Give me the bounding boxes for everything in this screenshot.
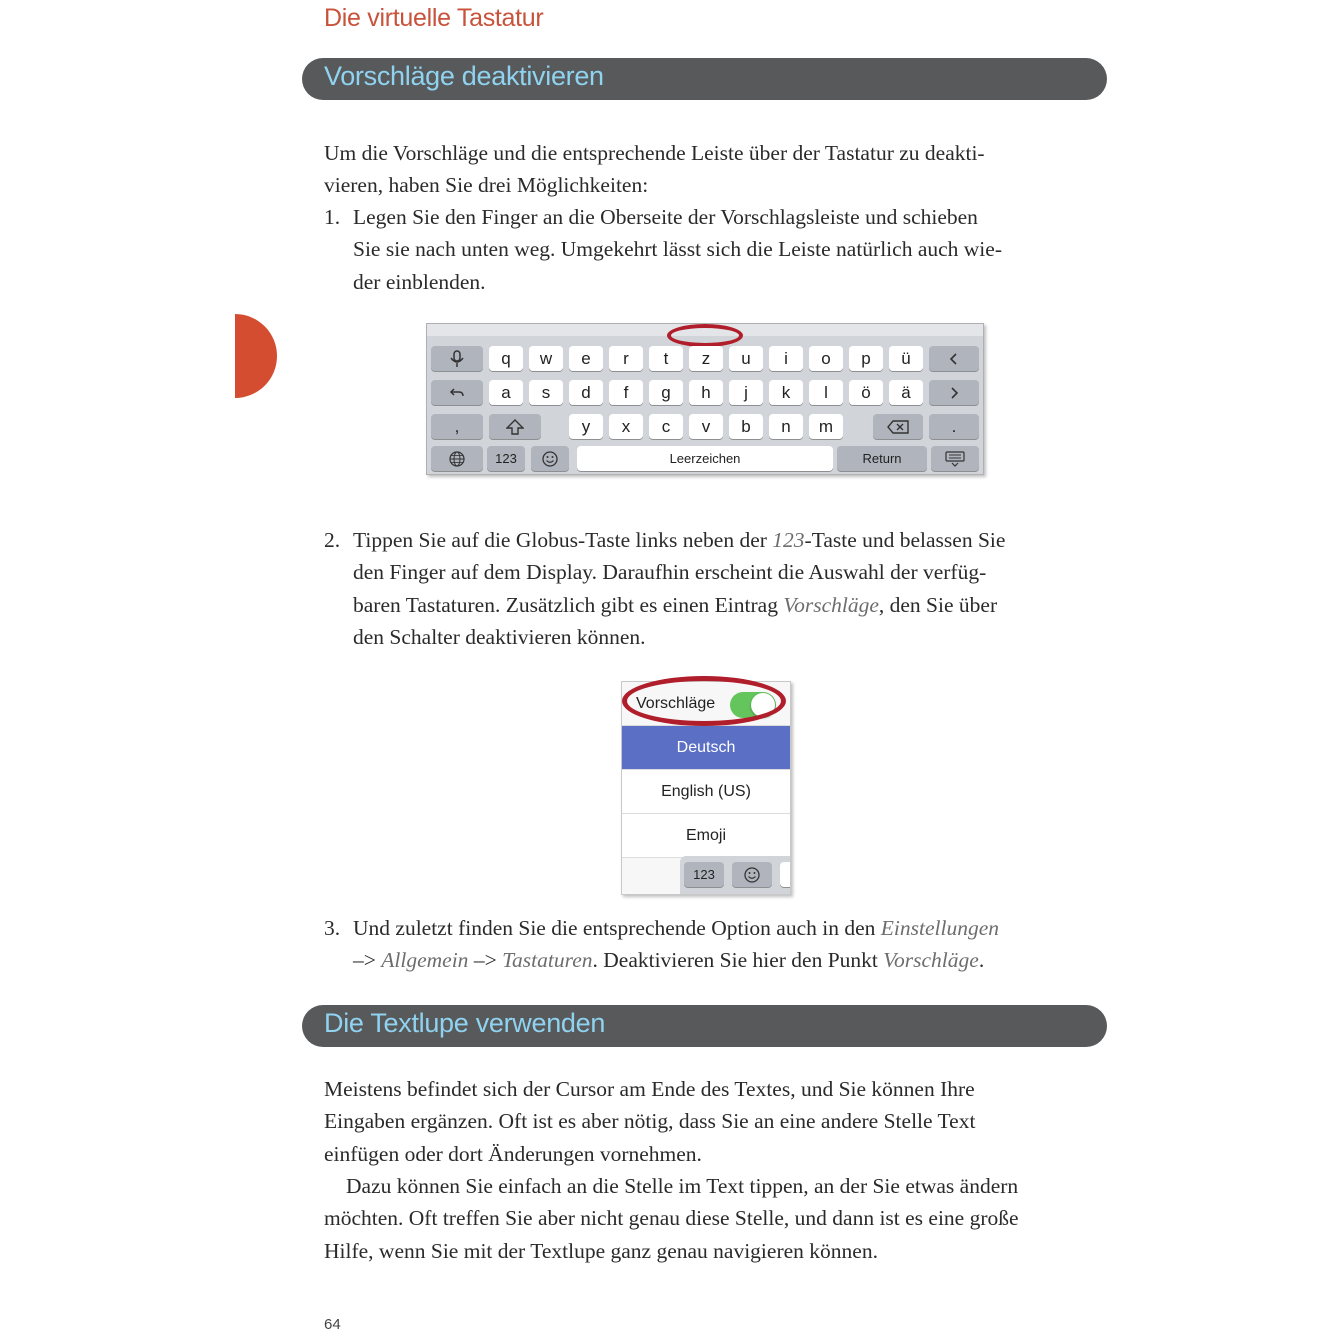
intro-paragraph bbox=[324, 137, 1086, 202]
space-key[interactable]: Leerzeichen bbox=[577, 446, 833, 471]
backspace-key[interactable] bbox=[873, 414, 923, 439]
key-x[interactable]: x bbox=[609, 414, 643, 439]
key-c[interactable]: c bbox=[649, 414, 683, 439]
text-run: baren Tastaturen. Zusätzlich gibt es einen Eintrag bbox=[353, 592, 784, 617]
key-p[interactable]: p bbox=[849, 346, 883, 371]
highlight-circle bbox=[667, 324, 743, 347]
key-v[interactable]: v bbox=[689, 414, 723, 439]
text-line bbox=[353, 589, 1086, 621]
key-r[interactable]: r bbox=[609, 346, 643, 371]
text-line: Sie sie nach unten weg. Umgekehrt lässt sich die Leiste natürlich auch wie- bbox=[353, 237, 1002, 262]
emphasis: Einstellungen bbox=[880, 916, 1000, 940]
text-line bbox=[353, 912, 1086, 944]
microphone-key[interactable] bbox=[431, 346, 483, 371]
backspace-icon bbox=[887, 420, 909, 434]
text-line: Meistens befindet sich der Cursor am Ende des Textes, und Sie können Ihre bbox=[324, 1077, 975, 1101]
body-paragraph-1 bbox=[324, 1073, 1086, 1170]
list-number: 1. bbox=[324, 205, 341, 229]
period-key[interactable]: . bbox=[929, 414, 979, 439]
list-item-3 bbox=[324, 912, 1086, 977]
text-run: -Taste und belassen Sie bbox=[804, 528, 1006, 552]
emphasis: Allgemein bbox=[381, 948, 469, 973]
key-ue[interactable]: ü bbox=[889, 346, 923, 371]
key-ae[interactable]: ä bbox=[889, 380, 923, 405]
return-key[interactable]: Return bbox=[837, 446, 927, 471]
body-paragraph-2 bbox=[324, 1170, 1086, 1267]
text-run: –> bbox=[353, 948, 382, 973]
undo-key[interactable] bbox=[929, 346, 979, 371]
text-run: Und zuletzt finden Sie die entsprechende Option auch in den bbox=[353, 916, 881, 940]
emphasis: Vorschläge bbox=[883, 948, 979, 973]
keyboard-strip bbox=[680, 856, 790, 894]
text-line: vieren, haben Sie drei Möglichkeiten: bbox=[324, 173, 649, 198]
emphasis: Tastaturen bbox=[502, 948, 593, 973]
running-head: Die virtuelle Tastatur bbox=[324, 4, 544, 32]
section-heading-bar bbox=[302, 1005, 1107, 1047]
key-m[interactable]: m bbox=[809, 414, 843, 439]
key-o[interactable]: o bbox=[809, 346, 843, 371]
hide-keyboard-key[interactable] bbox=[931, 446, 979, 471]
text-line: den Schalter deaktivieren können. bbox=[353, 624, 646, 649]
shift-icon bbox=[506, 419, 524, 435]
text-line: möchten. Oft treffen Sie aber nicht genau diese Stelle, und dann ist es eine große bbox=[324, 1206, 1019, 1231]
key-w[interactable]: w bbox=[529, 346, 563, 371]
key-q[interactable]: q bbox=[489, 346, 523, 371]
globe-icon bbox=[449, 451, 465, 467]
comma-key[interactable]: , bbox=[431, 414, 483, 439]
key-k[interactable]: k bbox=[769, 380, 803, 405]
language-item-emoji[interactable]: Emoji bbox=[622, 814, 790, 858]
list-item-2 bbox=[324, 524, 1086, 653]
key-a[interactable]: a bbox=[489, 380, 523, 405]
key-t[interactable]: t bbox=[649, 346, 683, 371]
text-line: der einblenden. bbox=[353, 269, 486, 294]
text-line: den Finger auf dem Display. Daraufhin erscheint die Auswahl der verfüg- bbox=[353, 560, 987, 585]
text-run: –> bbox=[468, 948, 503, 973]
key-h[interactable]: h bbox=[689, 380, 723, 405]
list-item-1 bbox=[324, 201, 1086, 298]
language-item-deutsch[interactable]: Deutsch bbox=[622, 726, 790, 770]
key-u[interactable]: u bbox=[729, 346, 763, 371]
redo-key[interactable] bbox=[929, 380, 979, 405]
text-line: Hilfe, wenn Sie mit der Textlupe ganz genau navigieren können. bbox=[324, 1238, 878, 1263]
emphasis: Vorschläge bbox=[783, 592, 879, 617]
text-line: Eingaben ergänzen. Oft ist es aber nötig, dass Sie an eine andere Stelle Text bbox=[324, 1109, 976, 1134]
key-j[interactable]: j bbox=[729, 380, 763, 405]
highlight-circle bbox=[622, 676, 786, 726]
section-title: Vorschläge deaktivieren bbox=[324, 61, 604, 91]
text-line: einfügen oder dort Änderungen vornehmen. bbox=[324, 1141, 702, 1166]
key-f[interactable]: f bbox=[609, 380, 643, 405]
microphone-icon bbox=[449, 350, 465, 368]
globe-key[interactable] bbox=[431, 446, 483, 471]
text-line bbox=[353, 524, 1086, 556]
key-oe[interactable]: ö bbox=[849, 380, 883, 405]
text-line: Legen Sie den Finger an die Oberseite der Vorschlagsleiste und schieben bbox=[353, 205, 978, 229]
space-key-partial[interactable] bbox=[780, 862, 791, 887]
page-number: 64 bbox=[324, 1316, 341, 1333]
shift-key[interactable] bbox=[489, 414, 541, 439]
text-run: Tippen Sie auf die Globus-Taste links neben der bbox=[353, 528, 773, 552]
emoji-key[interactable] bbox=[732, 862, 772, 887]
text-run: . Deaktivieren Sie hier den Punkt bbox=[592, 948, 884, 973]
list-number: 2. bbox=[324, 528, 341, 552]
numbers-key[interactable]: 123 bbox=[487, 446, 525, 471]
emphasis: 123 bbox=[772, 528, 805, 552]
key-y[interactable]: y bbox=[569, 414, 603, 439]
key-b[interactable]: b bbox=[729, 414, 763, 439]
emoji-icon bbox=[542, 451, 558, 467]
list-number: 3. bbox=[324, 916, 341, 940]
chevron-left-icon bbox=[947, 352, 961, 366]
key-g[interactable]: g bbox=[649, 380, 683, 405]
emoji-icon bbox=[744, 867, 760, 883]
key-d[interactable]: d bbox=[569, 380, 603, 405]
key-l[interactable]: l bbox=[809, 380, 843, 405]
tab-key[interactable] bbox=[431, 380, 483, 405]
chevron-right-icon bbox=[947, 386, 961, 400]
numbers-key[interactable]: 123 bbox=[684, 862, 724, 887]
section-title: Die Textlupe verwenden bbox=[324, 1008, 606, 1038]
hide-keyboard-icon bbox=[945, 451, 965, 467]
toggle-label: Vorschläge bbox=[636, 694, 716, 712]
key-e[interactable]: e bbox=[569, 346, 603, 371]
key-s[interactable]: s bbox=[529, 380, 563, 405]
emoji-key[interactable] bbox=[531, 446, 569, 471]
language-item-english[interactable]: English (US) bbox=[622, 770, 790, 814]
key-n[interactable]: n bbox=[769, 414, 803, 439]
text-line: Dazu können Sie einfach an die Stelle im Text tippen, an der Sie etwas ändern bbox=[346, 1174, 1019, 1198]
undo-icon bbox=[449, 386, 465, 400]
keyboard-screenshot bbox=[426, 323, 984, 475]
section-heading-bar bbox=[302, 58, 1107, 100]
text-line bbox=[353, 944, 1086, 976]
key-z[interactable]: z bbox=[689, 346, 723, 371]
text-run: , den Sie über bbox=[878, 592, 998, 617]
chapter-tab-marker bbox=[193, 314, 277, 398]
key-i[interactable]: i bbox=[769, 346, 803, 371]
text-run: . bbox=[978, 948, 985, 973]
text-line: Um die Vorschläge und die entsprechende Leiste über der Tastatur zu deakti- bbox=[324, 141, 985, 165]
